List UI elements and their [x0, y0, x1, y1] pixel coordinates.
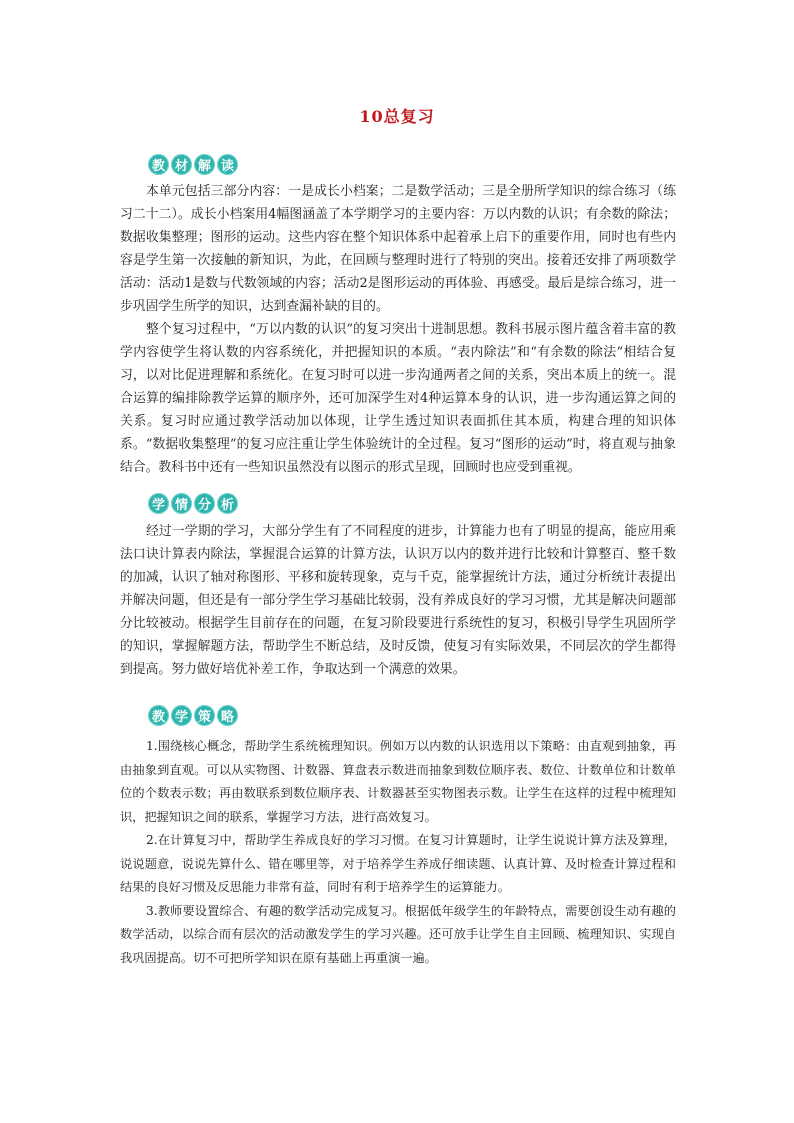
badge-char: 材 — [171, 154, 192, 175]
paragraph: 1.围绕核心概念，帮助学生系统梳理知识。例如万以内数的认识选用以下策略：由直观到抽象，再由抽象到直观。可以从实物图、计数器、算盘表示数进而抽象到数位顺序表、数位、计数单位和计数单位的个数表示数；再由数联系到数位顺序表、计数器甚至实物图表示数。让学生在这样的过程中梳理知识，把握知识之间的联系，掌握学习方法，进行高效复习。 — [120, 739, 676, 824]
section-badge-student-analysis — [148, 490, 240, 516]
badge-char: 教 — [148, 154, 169, 175]
page-title: 10总复习 — [359, 107, 435, 126]
paragraph: 经过一学期的学习，大部分学生有了不同程度的进步，计算能力也有了明显的提高，能应用乘法口诀计算表内除法，掌握混合运算的计算方法，认识万以内的数并进行比较和计算整百、整千数的加减，认识了轴对称图形、平移和旋转现象，克与千克，能掌握统计方法，通过分析统计表提出并解决问题，但还是有一部分学生学习基础比较弱，没有养成良好的学习习惯，尤其是解决问题部分比较被动。根据学生目前存在的问题，在复习阶段要进行系统性的复习，积极引导学生巩固所学的知识，掌握解题方法，帮助学生不断总结，及时反馈，使复习有实际效果，不同层次的学生都得到提高。努力做好培优补差工作，争取达到一个满意的效果。 — [120, 524, 676, 677]
paragraph: 2.在计算复习中，帮助学生养成良好的学习习惯。在复习计算题时，让学生说说计算方法及算理，说说题意，说说先算什么、错在哪里等，对于培养学生养成仔细读题、认真计算、及时检查计算过程和结果的良好习惯及反思能力非常有益，同时有利于培养学生的运算能力。 — [120, 833, 676, 894]
section-badge-textbook-reading — [148, 151, 240, 177]
badge-char: 策 — [194, 705, 215, 726]
section-badge-teaching-strategy — [148, 702, 240, 728]
section-textbook-reading — [120, 180, 676, 479]
badge-char: 学 — [148, 493, 169, 514]
section-teaching-strategy — [120, 735, 676, 970]
badge-char: 略 — [217, 705, 238, 726]
badge-char: 读 — [217, 154, 238, 175]
badge-char: 解 — [194, 154, 215, 175]
paragraph: 整个复习过程中，“万以内数的认识”的复习突出十进制思想。教科书展示图片蕴含着丰富的教学内容使学生将认数的内容系统化，并把握知识的本质。“表内除法”和“有余数的除法”相结合复习，以对比促进理解和系统化。在复习时可以进一步沟通两者之间的关系，突出本质上的统一。混合运算的编排除教学运算的顺序外，还可加深学生对4种运算本身的认识，进一步沟通运算之间的关系。复习时应通过教学活动加以体现，让学生透过知识表面抓住其本质，构建合理的知识体系。“数据收集整理”的复习应注重让学生体验统计的全过程。复习“图形的运动”时，将直观与抽象结合。教科书中还有一些知识虽然没有以图示的形式呈现，回顾时也应受到重视。 — [120, 322, 676, 475]
badge-char: 教 — [148, 705, 169, 726]
badge-char: 学 — [171, 705, 192, 726]
badge-char: 析 — [217, 493, 238, 514]
section-student-analysis — [120, 520, 676, 681]
badge-char: 分 — [194, 493, 215, 514]
paragraph: 本单元包括三部分内容：一是成长小档案；二是数学活动；三是全册所学知识的综合练习（练习二十二）。成长小档案用4幅图涵盖了本学期学习的主要内容：万以内数的认识；有余数的除法；数据收集整理；图形的运动。这些内容在整个知识体系中起着承上启下的重要作用，同时也有些内容是学生第一次接触的新知识，为此，在回顾与整理时进行了特别的突出。接着还安排了两项数学活动：活动1是数与代数领域的内容；活动2是图形运动的再体验、再感受。最后是综合练习，进一步巩固学生所学的知识，达到查漏补缺的目的。 — [120, 184, 676, 314]
badge-char: 情 — [171, 493, 192, 514]
paragraph: 3.教师要设置综合、有趣的数学活动完成复习。根据低年级学生的年龄特点，需要创设生动有趣的数学活动，以综合而有层次的活动激发学生的学习兴趣。还可放手让学生自主回顾、梳理知识、实现自我巩固提高。切不可把所学知识在原有基础上再重演一遍。 — [120, 903, 676, 965]
